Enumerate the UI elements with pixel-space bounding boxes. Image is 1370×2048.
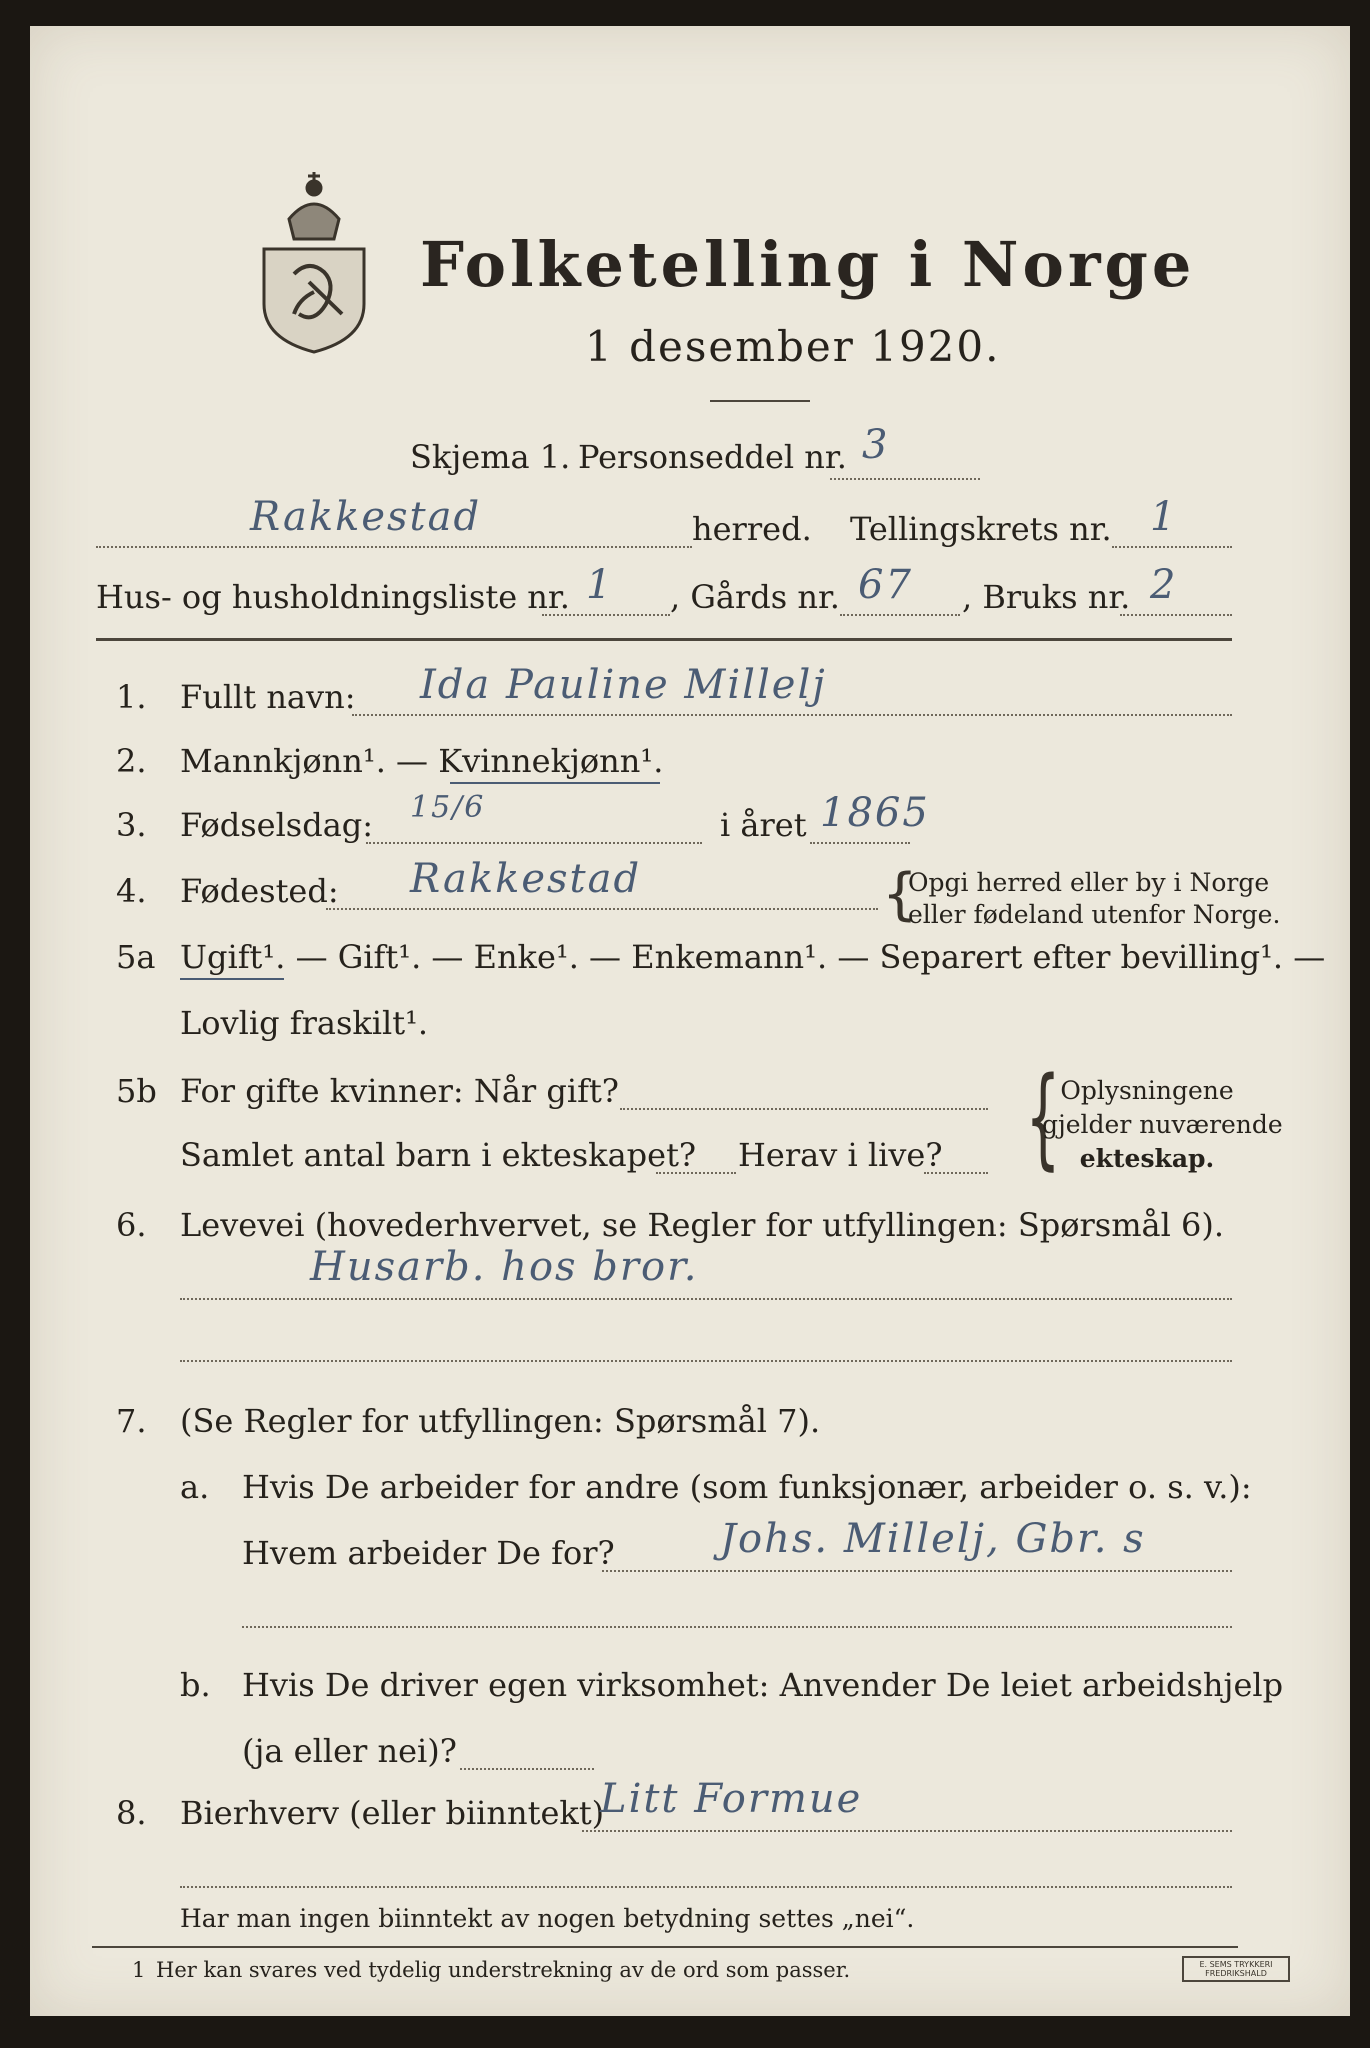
q7b-label: Hvis De driver egen virksomhet: Anvender De leiet arbeidshjelp bbox=[242, 1666, 1284, 1704]
form-title: Folketelling i Norge bbox=[420, 228, 1196, 301]
skjema-label: Skjema 1. bbox=[410, 438, 571, 476]
bruks-value: 2 bbox=[1150, 562, 1178, 608]
personseddel-value: 3 bbox=[862, 422, 890, 468]
q5a-number: 5a bbox=[116, 938, 156, 976]
q1-label: Fullt navn: bbox=[180, 678, 356, 716]
q7-label: (Se Regler for utfyllingen: Spørsmål 7). bbox=[180, 1402, 821, 1440]
q5b-note-line3: ekteskap. bbox=[1079, 1144, 1215, 1173]
side-income-value: Litt Formue bbox=[600, 1776, 863, 1822]
title-divider bbox=[710, 400, 810, 402]
q6-number: 6. bbox=[116, 1206, 147, 1244]
census-form: Folketelling i Norge 1 desember 1920. Skjema 1. Personseddel nr. 3 Rakkestad herred. Tellingskrets nr. 1 Hus- og husholdningsliste nr. 1 , Gårds nr. 67 , Bruks nr. 2 1. Fullt navn: Ida Pauline Millelj 2. Mannkjønn¹. — Kvinnekjønn¹. 3. Fødselsdag: 15/6 i året 1865 4. Fødested: Rakkestad { Opgi herred eller by i Norge eller fødeland utenfor Norge. 5a Ugift¹. — Gift¹. — Enke¹. — Enkemann¹. — Separert efter bevilling¹. — Lovlig fraskilt¹. 5b For gifte kvinner: Når gift? Samlet antal barn i ekteskapet? Herav i live? { Oplysningene gjelder nuværende ekteskap. 6. Levevei (hovederhvervet, se Regler for utfyllingen: Spørsmål 6). Husarb. hos bror. 7. (Se Regler for utfyllingen: Spørsmål 7). a. Hvis De arbeider for andre (som funksjonær, arbeider o. s. v.): Hvem arbeider De for? Johs. Millelj, Gbr. s b. Hvis De driver egen virksomhet: Anvender De leiet arbeidshjelp (ja eller nei)? 8. Bierhverv (eller biinntekt) Litt Formue Har man ingen biinntekt av nogen betydning settes „nei“. 1 Her kan svares ved tydelig understrekning av de ord som passer. E. SEMS TRYKKERI FREDRIKSHALD bbox=[30, 26, 1350, 2016]
footnote-text: Her kan svares ved tydelig understrekning av de ord som passer. bbox=[156, 1958, 851, 1982]
tellingskrets-value: 1 bbox=[1150, 494, 1178, 540]
herred-label: herred. bbox=[692, 510, 812, 548]
q2-number: 2. bbox=[116, 742, 147, 780]
q4-note-line2: eller fødeland utenfor Norge. bbox=[908, 900, 1281, 929]
q3-year-label: i året bbox=[720, 806, 807, 844]
q7a-letter: a. bbox=[180, 1468, 210, 1506]
q4-label: Fødested: bbox=[180, 872, 339, 910]
q2-label: Mannkjønn¹. — Kvinnekjønn¹. bbox=[180, 742, 664, 780]
occupation-value: Husarb. hos bror. bbox=[310, 1244, 699, 1290]
kvinnekjonn-underline bbox=[450, 782, 660, 784]
birthday-value: 15/6 bbox=[410, 790, 486, 825]
header-rule bbox=[96, 638, 1232, 641]
q7a-label: Hvis De arbeider for andre (som funksjonær, arbeider o. s. v.): bbox=[242, 1468, 1252, 1506]
biinntekt-note: Har man ingen biinntekt av nogen betydning settes „nei“. bbox=[180, 1904, 915, 1933]
census-date: 1 desember 1920. bbox=[585, 322, 1001, 371]
gards-label: , Gårds nr. bbox=[670, 578, 840, 616]
q3-label: Fødselsdag: bbox=[180, 806, 374, 844]
full-name-value: Ida Pauline Millelj bbox=[420, 662, 827, 708]
q5a-label-line2: Lovlig fraskilt¹. bbox=[180, 1004, 429, 1042]
q5b-note-line2: gjelder nuværende bbox=[1042, 1110, 1283, 1139]
q5b-label: For gifte kvinner: Når gift? bbox=[180, 1072, 619, 1110]
herred-value: Rakkestad bbox=[250, 494, 482, 540]
q7-number: 7. bbox=[116, 1402, 147, 1440]
q5b-number: 5b bbox=[116, 1072, 157, 1110]
husliste-label: Hus- og husholdningsliste nr. bbox=[96, 578, 570, 616]
birth-year-value: 1865 bbox=[820, 790, 930, 836]
q5b-label-children: Samlet antal barn i ekteskapet? bbox=[180, 1136, 697, 1174]
husliste-value: 1 bbox=[586, 562, 614, 608]
tellingskrets-label: Tellingskrets nr. bbox=[850, 510, 1112, 548]
norway-coat-of-arms-icon bbox=[254, 164, 374, 354]
footnote-marker: 1 bbox=[132, 1958, 146, 1982]
q7b-letter: b. bbox=[180, 1666, 211, 1704]
q4-note-line1: Opgi herred eller by i Norge bbox=[908, 868, 1270, 897]
q7a-label-line2: Hvem arbeider De for? bbox=[242, 1534, 615, 1572]
footnote-rule bbox=[92, 1946, 1238, 1948]
personseddel-label: Personseddel nr. bbox=[578, 438, 847, 476]
q7b-label-line2: (ja eller nei)? bbox=[242, 1732, 457, 1770]
q5b-label-alive: Herav i live? bbox=[738, 1136, 943, 1174]
ugift-underline bbox=[180, 978, 284, 980]
birthplace-value: Rakkestad bbox=[410, 856, 642, 902]
q3-number: 3. bbox=[116, 806, 147, 844]
q1-number: 1. bbox=[116, 678, 147, 716]
q5a-label: Ugift¹. — Gift¹. — Enke¹. — Enkemann¹. — Separert efter bevilling¹. — bbox=[180, 938, 1326, 976]
bruks-label: , Bruks nr. bbox=[962, 578, 1131, 616]
q4-number: 4. bbox=[116, 872, 147, 910]
gards-value: 67 bbox=[858, 562, 913, 608]
q5b-note-line1: Oplysningene bbox=[1060, 1076, 1234, 1105]
employer-value: Johs. Millelj, Gbr. s bbox=[720, 1516, 1146, 1562]
q6-label: Levevei (hovederhvervet, se Regler for utfyllingen: Spørsmål 6). bbox=[180, 1206, 1225, 1244]
printer-stamp: E. SEMS TRYKKERI FREDRIKSHALD bbox=[1182, 1956, 1290, 1982]
q8-number: 8. bbox=[116, 1794, 147, 1832]
q8-label: Bierhverv (eller biinntekt) bbox=[180, 1794, 605, 1832]
